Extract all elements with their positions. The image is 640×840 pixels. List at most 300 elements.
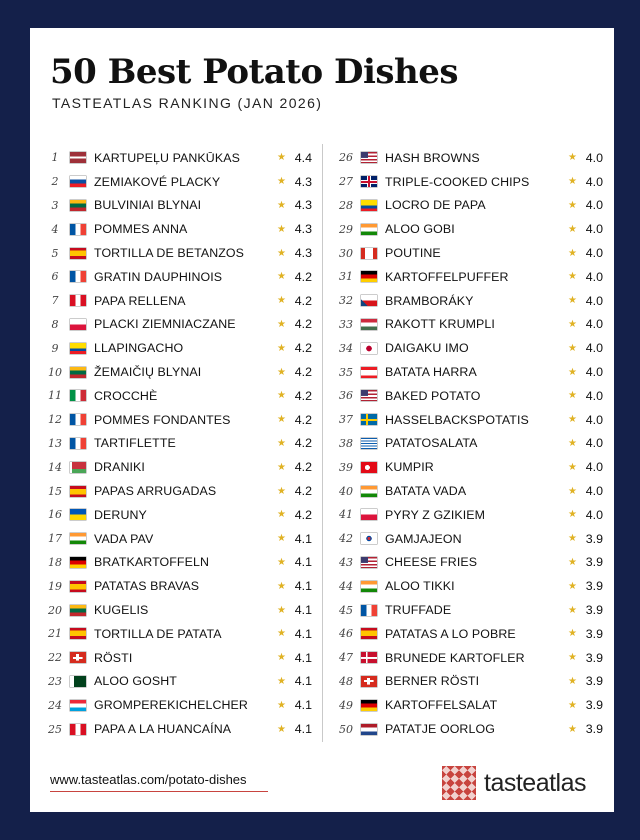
dish-name: KUGELIS (94, 603, 149, 618)
dish-rating: 3.9 (585, 626, 603, 641)
dish-row (335, 551, 603, 575)
dish-rating: 4.2 (294, 341, 312, 356)
dish-rating: 4.1 (294, 674, 312, 689)
star-icon: ★ (277, 675, 286, 687)
dish-rating: 4.2 (294, 484, 312, 499)
dish-name: RÖSTI (94, 650, 133, 665)
dish-name: ALOO TIKKI (385, 579, 455, 594)
dish-row (335, 265, 603, 289)
dish-rating: 3.9 (585, 603, 603, 618)
dish-row (335, 241, 603, 265)
dish-rank: 36 (339, 389, 353, 403)
star-icon: ★ (277, 390, 286, 402)
dish-row (44, 194, 312, 218)
dish-rank: 4 (51, 222, 59, 236)
star-icon: ★ (568, 675, 577, 687)
sweden-flag-icon (361, 414, 377, 425)
dish-rank: 8 (51, 317, 59, 331)
dish-name: DERUNY (94, 507, 147, 522)
star-icon: ★ (568, 485, 577, 497)
dish-rank: 38 (339, 436, 353, 450)
dish-name: POUTINE (385, 246, 441, 261)
germany-flag-icon (361, 271, 377, 282)
poland-flag-icon (70, 319, 86, 330)
usa-flag-icon (361, 557, 377, 568)
czech-flag-icon (361, 295, 377, 306)
dish-rank: 13 (48, 436, 62, 450)
dish-row (44, 384, 312, 408)
dish-rating: 4.2 (294, 436, 312, 451)
dish-name: POMMES ANNA (94, 222, 188, 237)
dish-rating: 4.4 (294, 150, 312, 165)
dish-rating: 4.2 (294, 507, 312, 522)
spain-flag-icon (70, 486, 86, 497)
star-icon: ★ (568, 437, 577, 449)
star-icon: ★ (277, 437, 286, 449)
star-icon: ★ (277, 247, 286, 259)
star-icon: ★ (277, 509, 286, 521)
star-icon: ★ (277, 366, 286, 378)
logo-text: tasteatlas (484, 768, 587, 797)
dish-rank: 43 (339, 555, 353, 569)
dish-name: TORTILLA DE PATATA (94, 626, 222, 641)
lithuania-flag-icon (70, 367, 86, 378)
dish-rating: 4.0 (585, 436, 603, 451)
star-icon: ★ (568, 414, 577, 426)
dish-name: VADA PAV (94, 531, 154, 546)
dish-name: HASH BROWNS (385, 150, 480, 165)
star-icon: ★ (568, 723, 577, 735)
dish-rating: 4.3 (294, 246, 312, 261)
dish-rating: 4.0 (585, 484, 603, 499)
dish-name: BERNER RÖSTI (385, 674, 480, 689)
dish-name: DRANIKI (94, 460, 145, 475)
dish-name: BAKED POTATO (385, 388, 481, 403)
dish-name: GAMJAJEON (385, 531, 462, 546)
dish-rating: 3.9 (585, 698, 603, 713)
star-icon: ★ (568, 176, 577, 188)
latvia-flag-icon (70, 152, 86, 163)
dish-rank: 19 (48, 579, 62, 593)
france-flag-icon (70, 414, 86, 425)
spain-flag-icon (70, 248, 86, 259)
germany-flag-icon (361, 700, 377, 711)
dish-name: TRIPLE-COOKED CHIPS (385, 174, 530, 189)
luxembourg-flag-icon (70, 700, 86, 711)
dish-row (44, 241, 312, 265)
dish-rank: 49 (339, 698, 353, 712)
dish-rank: 27 (339, 175, 353, 189)
dish-row (44, 622, 312, 646)
dish-row (44, 265, 312, 289)
dish-rank: 26 (339, 151, 353, 165)
star-icon: ★ (277, 271, 286, 283)
dish-row (44, 455, 312, 479)
star-icon: ★ (568, 533, 577, 545)
star-icon: ★ (568, 247, 577, 259)
dish-name: POMMES FONDANTES (94, 412, 231, 427)
dish-rank: 29 (339, 222, 353, 236)
dish-rating: 3.9 (585, 650, 603, 665)
dish-rank: 33 (339, 317, 353, 331)
ranking-column-right (335, 146, 603, 741)
dish-row (335, 217, 603, 241)
dish-name: LOCRO DE PAPA (385, 198, 486, 213)
dish-rating: 4.0 (585, 317, 603, 332)
spain-flag-icon (70, 628, 86, 639)
page-subtitle: TASTEATLAS RANKING (JAN 2026) (52, 95, 323, 111)
dish-row (44, 646, 312, 670)
dish-name: PLACKI ZIEMNIACZANE (94, 317, 236, 332)
star-icon: ★ (568, 366, 577, 378)
star-icon: ★ (277, 342, 286, 354)
dish-rating: 3.9 (585, 722, 603, 737)
dish-row (335, 408, 603, 432)
dish-row (335, 455, 603, 479)
dish-row (335, 194, 603, 218)
dish-rating: 4.2 (294, 388, 312, 403)
dish-rating: 4.2 (294, 412, 312, 427)
dish-rank: 32 (339, 294, 353, 308)
dish-rating: 4.0 (585, 269, 603, 284)
star-icon: ★ (277, 556, 286, 568)
dish-rank: 1 (51, 151, 59, 165)
dish-name: BRATKARTOFFELN (94, 555, 210, 570)
dish-row (335, 360, 603, 384)
star-icon: ★ (568, 342, 577, 354)
star-icon: ★ (568, 628, 577, 640)
dish-rating: 3.9 (585, 531, 603, 546)
star-icon: ★ (277, 176, 286, 188)
dish-rank: 46 (339, 627, 353, 641)
dish-rank: 3 (51, 198, 59, 212)
dish-rating: 4.1 (294, 531, 312, 546)
dish-rating: 4.3 (294, 174, 312, 189)
dish-rating: 4.3 (294, 222, 312, 237)
dish-row (335, 527, 603, 551)
dish-rank: 20 (48, 603, 62, 617)
dish-name: PATATJE OORLOG (385, 722, 495, 737)
usa-flag-icon (361, 152, 377, 163)
dish-name: CHEESE FRIES (385, 555, 478, 570)
poland-flag-icon (361, 509, 377, 520)
dish-row (335, 479, 603, 503)
dish-row (44, 432, 312, 456)
india-flag-icon (361, 224, 377, 235)
lebanon-flag-icon (361, 367, 377, 378)
dish-name: ŽEMAIČIŲ BLYNAI (94, 365, 202, 380)
dish-row (335, 622, 603, 646)
dish-row (335, 313, 603, 337)
germany-flag-icon (70, 557, 86, 568)
dish-row (44, 503, 312, 527)
star-icon: ★ (568, 556, 577, 568)
dish-rank: 35 (339, 365, 353, 379)
dish-row (44, 551, 312, 575)
dish-row (335, 146, 603, 170)
dish-rating: 4.1 (294, 579, 312, 594)
dish-rating: 4.0 (585, 412, 603, 427)
dish-row (44, 527, 312, 551)
dish-row (335, 432, 603, 456)
ranking-column-left (44, 146, 312, 741)
dish-rank: 11 (48, 389, 62, 403)
dish-rating: 4.0 (585, 507, 603, 522)
dish-rank: 31 (339, 270, 353, 284)
dish-rank: 2 (51, 175, 59, 189)
dish-row (335, 693, 603, 717)
star-icon: ★ (277, 318, 286, 330)
star-icon: ★ (277, 604, 286, 616)
dish-rating: 3.9 (585, 674, 603, 689)
page-title: 50 Best Potato Dishes (50, 52, 459, 92)
dish-rank: 7 (51, 294, 59, 308)
denmark-flag-icon (361, 652, 377, 663)
uk-flag-icon (361, 176, 377, 187)
star-icon: ★ (277, 485, 286, 497)
dish-name: HASSELBACKSPOTATIS (385, 412, 529, 427)
dish-name: DAIGAKU IMO (385, 341, 469, 356)
spain-flag-icon (70, 581, 86, 592)
dish-rank: 5 (51, 246, 59, 260)
dish-rank: 9 (51, 341, 59, 355)
star-icon: ★ (277, 723, 286, 735)
dish-rank: 22 (48, 651, 62, 665)
dish-name: PAPAS ARRUGADAS (94, 484, 217, 499)
dish-name: KUMPIR (385, 460, 434, 475)
dish-name: PYRY Z GZIKIEM (385, 507, 486, 522)
hungary-flag-icon (361, 319, 377, 330)
dish-name: KARTOFFELSALAT (385, 698, 498, 713)
dish-row (44, 170, 312, 194)
dish-name: TARTIFLETTE (94, 436, 176, 451)
star-icon: ★ (568, 295, 577, 307)
dish-row (44, 693, 312, 717)
france-flag-icon (70, 438, 86, 449)
dish-row (44, 408, 312, 432)
korea-flag-icon (361, 533, 377, 544)
star-icon: ★ (568, 580, 577, 592)
dish-rank: 14 (48, 460, 62, 474)
dish-row (44, 313, 312, 337)
dish-rating: 4.3 (294, 198, 312, 213)
star-icon: ★ (568, 461, 577, 473)
dish-name: PATATAS A LO POBRE (385, 626, 516, 641)
dish-rank: 16 (48, 508, 62, 522)
dish-rank: 21 (48, 627, 62, 641)
star-icon: ★ (568, 318, 577, 330)
star-icon: ★ (568, 604, 577, 616)
netherlands-flag-icon (361, 724, 377, 735)
star-icon: ★ (277, 699, 286, 711)
star-icon: ★ (568, 509, 577, 521)
dish-rating: 4.2 (294, 269, 312, 284)
dish-rank: 50 (339, 722, 353, 736)
dish-rating: 4.2 (294, 365, 312, 380)
star-icon: ★ (568, 271, 577, 283)
checkered-logo-icon (442, 766, 476, 800)
dish-row (335, 170, 603, 194)
dish-rank: 30 (339, 246, 353, 260)
dish-rating: 3.9 (585, 579, 603, 594)
column-divider (322, 144, 323, 742)
peru-flag-icon (70, 295, 86, 306)
dish-name: ZEMIAKOVÉ PLACKY (94, 174, 221, 189)
dish-rank: 39 (339, 460, 353, 474)
france-flag-icon (361, 605, 377, 616)
dish-row (335, 503, 603, 527)
dish-row (44, 289, 312, 313)
peru-flag-icon (70, 724, 86, 735)
dish-rating: 4.0 (585, 365, 603, 380)
dish-name: PAPA RELLENA (94, 293, 186, 308)
dish-row (44, 574, 312, 598)
dish-rank: 12 (48, 413, 62, 427)
dish-name: LLAPINGACHO (94, 341, 184, 356)
star-icon: ★ (568, 152, 577, 164)
dish-name: BRAMBORÁKY (385, 293, 474, 308)
dish-rank: 48 (339, 674, 353, 688)
dish-rating: 3.9 (585, 555, 603, 570)
dish-name: CROCCHÈ (94, 388, 158, 403)
dish-rank: 45 (339, 603, 353, 617)
dish-rating: 4.2 (294, 317, 312, 332)
dish-name: KARTOFFELPUFFER (385, 269, 509, 284)
ecuador-flag-icon (361, 200, 377, 211)
source-link[interactable]: www.tasteatlas.com/potato-dishes (50, 772, 247, 787)
dish-rating: 4.1 (294, 650, 312, 665)
dish-name: ALOO GOSHT (94, 674, 177, 689)
india-flag-icon (361, 581, 377, 592)
japan-flag-icon (361, 343, 377, 354)
dish-rating: 4.1 (294, 555, 312, 570)
star-icon: ★ (277, 199, 286, 211)
dish-row (335, 289, 603, 313)
star-icon: ★ (277, 295, 286, 307)
dish-rank: 17 (48, 532, 62, 546)
belarus-flag-icon (70, 462, 86, 473)
dish-row (44, 717, 312, 741)
dish-row (44, 670, 312, 694)
star-icon: ★ (277, 580, 286, 592)
dish-row (335, 670, 603, 694)
link-underline (50, 791, 268, 792)
dish-row (44, 146, 312, 170)
dish-rank: 25 (48, 722, 62, 736)
ukraine-flag-icon (70, 509, 86, 520)
dish-row (335, 646, 603, 670)
dish-row (335, 598, 603, 622)
dish-rating: 4.0 (585, 246, 603, 261)
dish-row (44, 598, 312, 622)
dish-rank: 37 (339, 413, 353, 427)
dish-name: BATATA VADA (385, 484, 467, 499)
india-flag-icon (361, 486, 377, 497)
ranking-card (30, 28, 614, 812)
dish-name: GRATIN DAUPHINOIS (94, 269, 223, 284)
dish-name: TRUFFADE (385, 603, 452, 618)
star-icon: ★ (277, 152, 286, 164)
usa-flag-icon (361, 390, 377, 401)
switzerland-flag-icon (361, 676, 377, 687)
dish-rank: 40 (339, 484, 353, 498)
dish-rating: 4.1 (294, 603, 312, 618)
star-icon: ★ (568, 223, 577, 235)
dish-rating: 4.0 (585, 198, 603, 213)
dish-rank: 41 (339, 508, 353, 522)
dish-row (44, 479, 312, 503)
dish-rating: 4.0 (585, 174, 603, 189)
star-icon: ★ (568, 390, 577, 402)
star-icon: ★ (277, 223, 286, 235)
lithuania-flag-icon (70, 605, 86, 616)
dish-rating: 4.2 (294, 293, 312, 308)
ecuador-flag-icon (70, 343, 86, 354)
star-icon: ★ (277, 628, 286, 640)
dish-row (335, 717, 603, 741)
dish-rating: 4.0 (585, 150, 603, 165)
dish-rating: 4.0 (585, 341, 603, 356)
dish-rank: 47 (339, 651, 353, 665)
dish-rank: 44 (339, 579, 353, 593)
dish-rank: 34 (339, 341, 353, 355)
dish-rating: 4.0 (585, 460, 603, 475)
dish-rank: 23 (48, 674, 62, 688)
dish-name: BRUNEDE KARTOFLER (385, 650, 525, 665)
dish-row (335, 336, 603, 360)
dish-rank: 15 (48, 484, 62, 498)
greece-flag-icon (361, 438, 377, 449)
slovakia-flag-icon (70, 176, 86, 187)
tasteatlas-logo (442, 766, 586, 800)
dish-rating: 4.1 (294, 698, 312, 713)
canada-flag-icon (361, 248, 377, 259)
dish-name: RAKOTT KRUMPLI (385, 317, 495, 332)
star-icon: ★ (568, 652, 577, 664)
dish-rating: 4.0 (585, 222, 603, 237)
dish-rating: 4.0 (585, 293, 603, 308)
italy-flag-icon (70, 390, 86, 401)
dish-rating: 4.2 (294, 460, 312, 475)
dish-row (44, 336, 312, 360)
dish-name: GROMPEREKICHELCHER (94, 698, 248, 713)
dish-rank: 18 (48, 555, 62, 569)
lithuania-flag-icon (70, 200, 86, 211)
dish-rank: 42 (339, 532, 353, 546)
dish-row (335, 574, 603, 598)
dish-name: ALOO GOBI (385, 222, 455, 237)
dish-name: BULVINIAI BLYNAI (94, 198, 202, 213)
dish-name: PATATOSALATA (385, 436, 478, 451)
dish-rank: 28 (339, 198, 353, 212)
star-icon: ★ (277, 461, 286, 473)
switzerland-flag-icon (70, 652, 86, 663)
star-icon: ★ (277, 652, 286, 664)
dish-rank: 24 (48, 698, 62, 712)
star-icon: ★ (277, 414, 286, 426)
dish-name: TORTILLA DE BETANZOS (94, 246, 245, 261)
turkey-flag-icon (361, 462, 377, 473)
pakistan-flag-icon (70, 676, 86, 687)
india-flag-icon (70, 533, 86, 544)
dish-row (44, 217, 312, 241)
star-icon: ★ (568, 199, 577, 211)
dish-name: PATATAS BRAVAS (94, 579, 200, 594)
star-icon: ★ (277, 533, 286, 545)
dish-rank: 10 (48, 365, 62, 379)
france-flag-icon (70, 224, 86, 235)
france-flag-icon (70, 271, 86, 282)
